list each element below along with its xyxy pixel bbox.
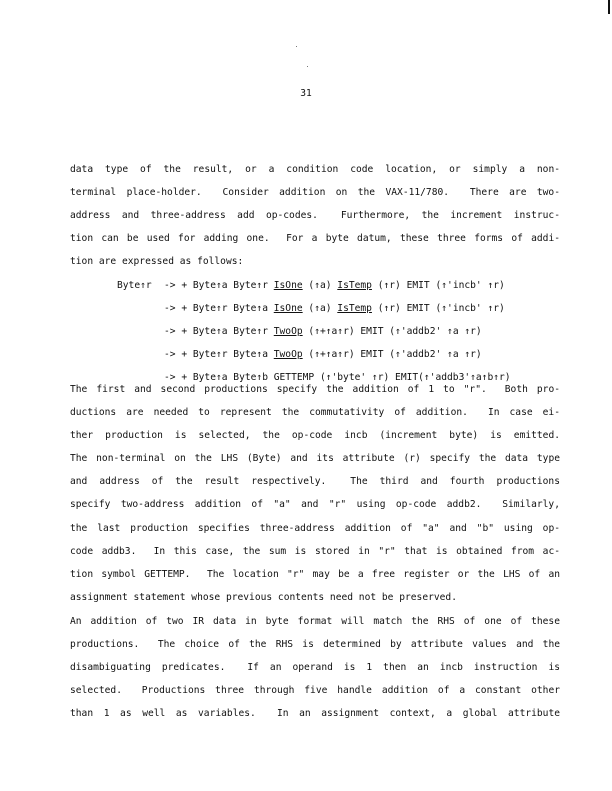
scan-speck: [296, 46, 297, 47]
text-line: address and three-address add op-codes. Furthermore, the increment instruc-: [70, 210, 560, 222]
text-line: ductions are needed to represent the commutativity of addition. In case ei-: [70, 407, 560, 419]
scan-edge-mark: [608, 0, 610, 14]
production-rule: [117, 297, 577, 320]
production-segment: -> + Byte↑a Byte↑r: [164, 326, 274, 338]
production-rule: [117, 274, 577, 297]
scan-speck: [307, 66, 308, 67]
production-segment: -> + Byte↑a Byte↑r: [164, 280, 274, 291]
page-number: 31: [300, 88, 312, 99]
predicate-name: IsOne: [273, 303, 303, 315]
production-rule: [117, 343, 577, 366]
text-line: The non-terminal on the LHS (Byte) and its attribute (r) specify the data type: [70, 453, 560, 465]
text-line: tion can be used for adding one. For a byte datum, these three forms of addi-: [70, 233, 560, 245]
text-line: productions. The choice of the RHS is determined by attribute values and the: [70, 639, 560, 651]
production-segment: -> + Byte↑r Byte↑a: [164, 303, 274, 315]
production-lhs: Byte↑r: [117, 280, 152, 291]
predicate-name: IsOne: [273, 280, 303, 291]
paragraph-intro: [70, 158, 560, 273]
text-line: tion are expressed as follows:: [70, 256, 244, 268]
text-line: terminal place-holder. Consider addition on the VAX-11/780. There are two-: [70, 187, 560, 199]
production-segment: (↑+↑a↑r) EMIT (↑'addb2' ↑a ↑r): [302, 349, 482, 361]
production-segment: (↑a): [302, 280, 338, 291]
text-line: disambiguating predicates. If an operand is 1 then an incb instruction is: [70, 662, 560, 674]
text-line: specify two-address addition of "a" and "r" using op-code addb2. Similarly,: [70, 499, 560, 511]
text-line: code addb3. In this case, the sum is stored in "r" that is obtained from ac-: [70, 545, 560, 557]
predicate-name: IsTemp: [337, 303, 372, 315]
text-line: data type of the result, or a condition code location, or simply a non-: [70, 164, 560, 175]
production-segment: (↑a): [302, 303, 338, 315]
text-line: selected. Productions three through five handle addition of a constant other: [70, 685, 560, 697]
production-rule: [117, 320, 577, 343]
production-segment: -> + Byte↑a Byte↑b GETTEMP (↑'byte' ↑r) EMIT(↑'addb3'↑a↑b↑r): [164, 372, 511, 384]
paragraph-matching: [70, 610, 560, 725]
predicate-name: IsTemp: [337, 280, 372, 291]
text-line: ther production is selected, the op-code incb (increment byte) is emitted.: [70, 430, 560, 442]
text-line: The first and second productions specify the addition of 1 to "r". Both pro-: [70, 384, 560, 395]
paragraph-explanation: [70, 378, 560, 609]
production-segment: (↑r) EMIT (↑'incb' ↑r): [371, 280, 505, 291]
text-line: tion symbol GETTEMP. The location "r" may be a free register or the LHS of an: [70, 568, 560, 580]
production-segment: -> + Byte↑r Byte↑a: [164, 349, 274, 361]
predicate-name: TwoOp: [273, 326, 303, 338]
text-line: than 1 as well as variables. In an assignment context, a global attribute: [70, 708, 560, 720]
text-line: the last production specifies three-address addition of "a" and "b" using op-: [70, 522, 560, 534]
predicate-name: TwoOp: [273, 349, 303, 361]
text-line: and address of the result respectively. The third and fourth productions: [70, 476, 560, 488]
text-line: An addition of two IR data in byte format will match the RHS of one of these: [70, 616, 560, 627]
text-line: assignment statement whose previous contents need not be preserved.: [70, 591, 457, 603]
production-segment: (↑+↑a↑r) EMIT (↑'addb2' ↑a ↑r): [302, 326, 482, 338]
production-segment: (↑r) EMIT (↑'incb' ↑r): [371, 303, 505, 315]
production-rules: [117, 274, 577, 389]
